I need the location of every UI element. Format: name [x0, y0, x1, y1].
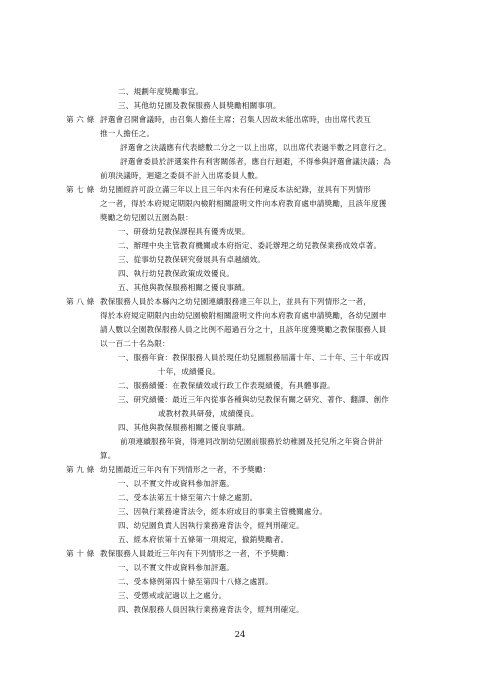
- text-line: 評選會召開會議時，由召集人擔任主席；召集人因故未能出席時，由出席代表互: [100, 115, 372, 124]
- text-line: 十年，成績優良。: [158, 367, 220, 376]
- text-line: 得於本府規定期限內由幼兒園檢附相關證明文件向本府教育處申請獎勵，各幼兒園申: [100, 311, 387, 320]
- text-line: 三、研究績優：最近三年內從事各種與幼兒教保有關之研究、著作、翻譯、創作: [118, 395, 390, 404]
- text-line: 推一人擔任之。: [100, 129, 155, 138]
- text-line: 前項連續服務年資，得連同改制幼兒園前服務於幼稚園及托兒所之年資合併計: [120, 437, 384, 446]
- article-heading: 第 十 條: [66, 549, 95, 558]
- text-line: 二、服務績優：在教保績效或行政工作表現績優，有具體事證。: [118, 381, 335, 390]
- text-line: 一、服務年資：教保服務人員於現任幼兒園服務屆滿十年、二十年、三十年或四: [118, 353, 390, 362]
- text-line: 四、執行幼兒教保政策成效優良。: [118, 269, 235, 278]
- text-line: 三、其他幼兒園及教保服務人員獎勵相關事項。: [118, 101, 281, 110]
- text-line: 三、受懲戒或記過以上之處分。: [118, 591, 227, 600]
- text-line: 一、以不實文件或資料參加評選。: [118, 563, 235, 572]
- text-line: 評選會委員於評選案件有利害關係者，應自行迴避，不得參與評選會議決議；為: [120, 157, 392, 166]
- text-line: 三、因執行業務違背法令，經本府或目的事業主管機關處分。: [118, 507, 328, 516]
- text-line: 請人數以全園教保服務人員之比例不超過百分之十，且該年度獲獎勵之教保服務人員: [100, 325, 387, 334]
- text-line: 之一者，得於本府規定期限內檢附相關證明文件向本府教育處申請獎勵，且該年度獲: [100, 199, 387, 208]
- page-number: 24: [234, 630, 246, 640]
- text-line: 二、規劃年度獎勵事宜。: [118, 87, 204, 96]
- text-line: 評選會之決議應有代表總數二分之一以上出席，以出席代表過半數之同意行之。: [120, 143, 392, 152]
- text-line: 獎勵之幼兒園以五園為限：: [100, 213, 193, 222]
- text-line: 一、研發幼兒教保課程具有優秀成果。: [118, 227, 250, 236]
- text-line: 二、受本條例第四十條至第四十八條之處罰。: [118, 577, 273, 586]
- text-line: 或教材教具研發，成績優良。: [158, 409, 259, 418]
- text-line: 以一百二十名為限：: [100, 339, 170, 348]
- text-line: 教保服務人員於本縣內之幼兒園連續服務達三年以上，並具有下列情形之一者，: [100, 297, 372, 306]
- text-line: 四、幼兒園負責人因執行業務違背法令，經判刑確定。: [118, 521, 304, 530]
- text-line: 二、辦理中央主管教育機關或本府指定、委託辦理之幼兒教保業務成效卓著。: [118, 241, 382, 250]
- text-line: 幼兒園最近三年內有下列情形之一者，不予獎勵：: [100, 465, 271, 474]
- text-line: 五、其他與教保服務相關之優良事蹟。: [118, 283, 250, 292]
- article-heading: 第 七 條: [66, 185, 95, 194]
- text-line: 前項決議時，迴避之委員不計入出席委員人數。: [100, 171, 263, 180]
- text-line: 算。: [100, 451, 116, 460]
- text-line: 五、經本府依第十五條第一項規定，撤銷獎勵者。: [118, 535, 289, 544]
- text-line: 一、以不實文件或資料參加評選。: [118, 479, 235, 488]
- article-heading: 第 八 條: [66, 297, 95, 306]
- text-line: 幼兒園經許可設立滿三年以上且三年內未有任何違反本法紀錄，並具有下列情形: [100, 185, 372, 194]
- text-line: 四、教保服務人員因執行業務違背法令，經判刑確定。: [118, 605, 304, 614]
- article-heading: 第 九 條: [66, 465, 95, 474]
- text-line: 教保服務人員最近三年內有下列情形之一者，不予獎勵：: [100, 549, 294, 558]
- text-line: 四、其他與教保服務相關之優良事蹟。: [118, 423, 250, 432]
- text-line: 二、受本法第五十條至第六十條之處罰。: [118, 493, 258, 502]
- text-line: 三、從事幼兒教保研究發展具有卓越績效。: [118, 255, 266, 264]
- article-heading: 第 六 條: [66, 115, 95, 124]
